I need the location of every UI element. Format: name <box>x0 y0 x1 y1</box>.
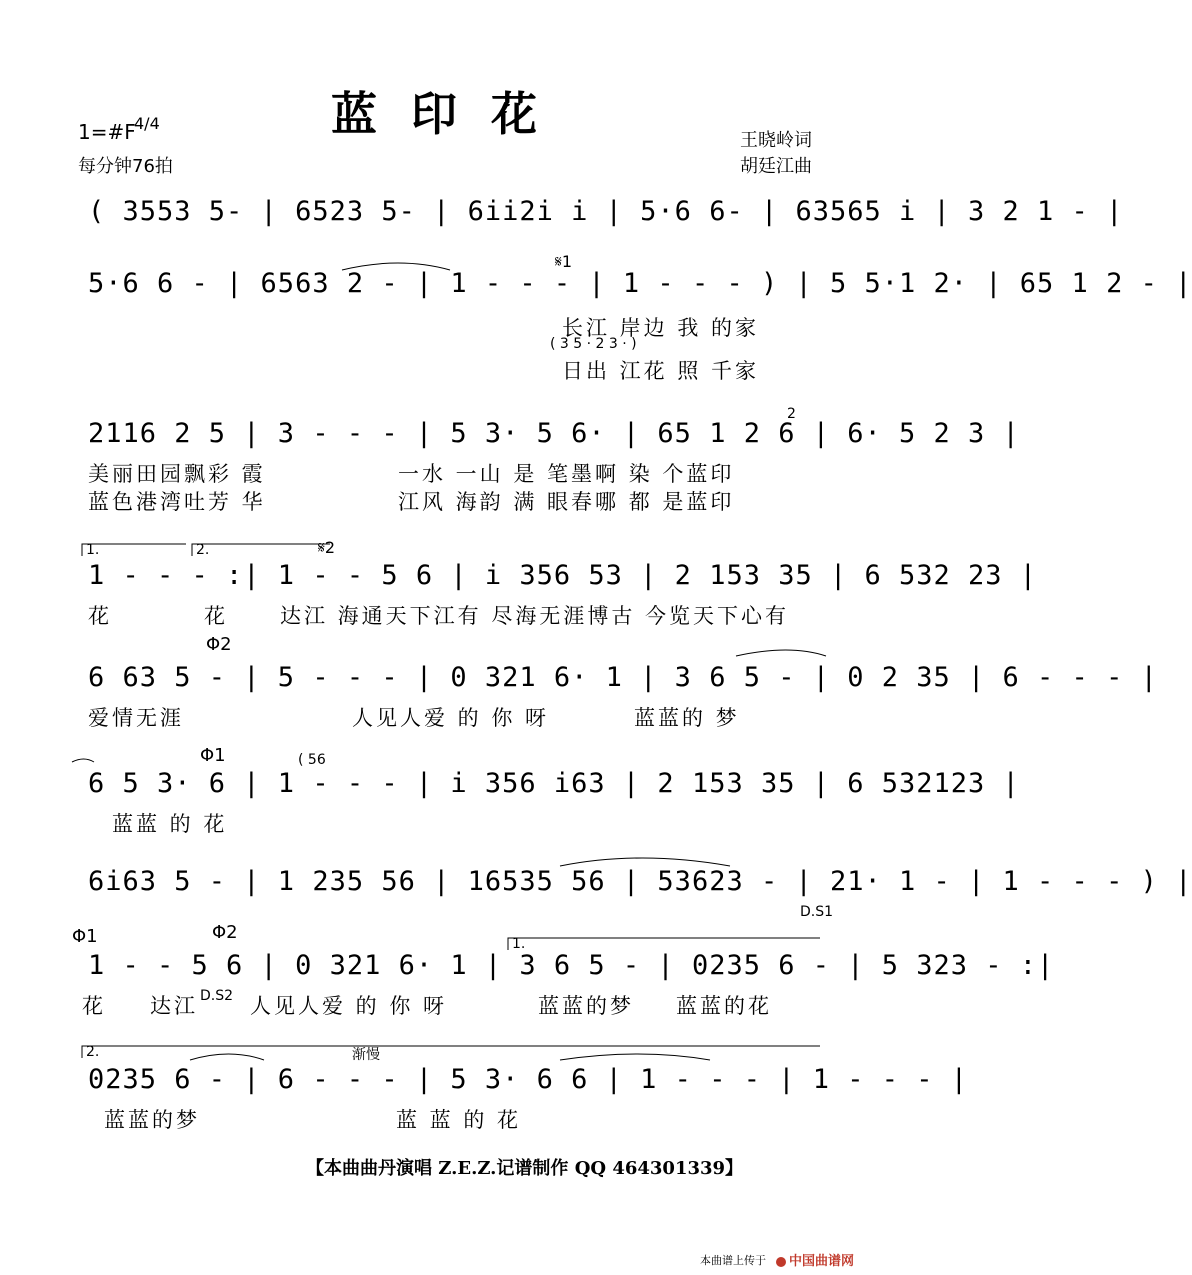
key-signature: 1=#F <box>78 120 136 144</box>
lyric: 人见人爱 的 你 呀 <box>352 706 550 730</box>
lyric: 蓝蓝 的 花 <box>112 812 228 836</box>
lyric: 蓝 蓝 的 花 <box>396 1108 522 1132</box>
coda-1-mark: Φ1 <box>200 745 226 766</box>
lyric: 花 <box>88 604 112 628</box>
volta-1: 1. <box>86 542 100 558</box>
logo-icon <box>776 1257 786 1267</box>
notes: 1 - - 5 6 | 0 321 6· 1 | 3 6 5 - | 0235 6 - | 5 323 - :| <box>88 950 1055 981</box>
lyric-verse2: 日出 江花 照 千家 <box>562 359 760 383</box>
lyric: 蓝蓝的花 <box>676 994 772 1018</box>
site-logo[interactable] <box>776 1250 854 1269</box>
ritardando-mark: 渐慢 <box>352 1047 380 1063</box>
lyric-verse2: 蓝色港湾吐芳 华 <box>88 490 266 514</box>
lyric: 花 <box>204 604 228 628</box>
upload-note: 本曲谱上传于 <box>700 1254 766 1267</box>
coda-2-mark: Φ2 <box>212 922 238 943</box>
lyric-verse1: 一水 一山 是 笔墨啊 染 个蓝印 <box>398 462 735 486</box>
tie <box>190 1054 264 1060</box>
notes: 1 - - - :| 1 - - 5 6 | i 356 53 | 2 153 35 | 6 532 23 | <box>88 560 1038 591</box>
time-signature: 4/4 <box>134 114 160 133</box>
notes: ( 3553 5- | 6523 5- | 6ii2i i | 5·6 6- | 63565 i | 3 2 1 - | <box>88 196 1124 227</box>
lyric-verse2: 江风 海韵 满 眼春哪 都 是蓝印 <box>398 490 735 514</box>
tempo-marking: 每分钟76拍 <box>78 156 173 177</box>
dal-segno-2: D.S2 <box>200 988 234 1004</box>
page-title: 蓝印花 <box>331 87 571 141</box>
grace-note: 2 <box>787 406 796 422</box>
volta-1: 1. <box>512 936 526 952</box>
score-line-1 <box>80 196 1124 242</box>
segno-1-mark: 𝄋1 <box>555 252 573 271</box>
grace-notes: ( 56 <box>298 752 326 768</box>
lyric-alt-notes: ( 3 5 · 2 3 · ) <box>550 336 637 352</box>
tie <box>736 650 826 656</box>
notes: 6i63 5 - | 1 235 56 | 16535 56 | 53623 - | 21· 1 - | 1 - - - ) | <box>88 866 1192 897</box>
volta-2: 2. <box>86 1044 100 1060</box>
lyric: 达江 <box>150 994 198 1018</box>
tie <box>72 759 94 762</box>
score-line-2 <box>80 268 1192 314</box>
lyric: 蓝蓝的梦 <box>104 1108 200 1132</box>
tie <box>560 1054 710 1060</box>
logo-text: 中国曲谱网 <box>789 1254 855 1269</box>
notes: 6 5 3· 6 | 1 - - - | i 356 i63 | 2 153 35 | 6 532123 | <box>88 768 1020 799</box>
lyric: 蓝蓝的梦 <box>538 994 634 1018</box>
notes: 6 63 5 - | 5 - - - | 0 321 6· 1 | 3 6 5 - | 0 2 35 | 6 - - - | <box>88 662 1158 693</box>
lyric: 人见人爱 的 你 呀 <box>250 994 448 1018</box>
lyric: 蓝蓝的 梦 <box>634 706 740 730</box>
coda-1-mark: Φ1 <box>72 926 98 947</box>
composer: 胡廷江曲 <box>740 156 812 177</box>
lyric: 达江 海通天下江有 尽海无涯博古 今览天下心有 <box>280 604 790 628</box>
credit-line: 【本曲曲丹演唱 Z.E.Z.记谱制作 QQ 464301339】 <box>306 1158 744 1179</box>
lyric-verse1: 长江 岸边 我 的家 <box>562 316 760 340</box>
lyricist: 王晓岭词 <box>740 130 812 151</box>
coda-2-mark: Φ2 <box>206 634 232 655</box>
volta-bracket <box>508 938 820 950</box>
volta-2: 2. <box>196 542 210 558</box>
dal-segno-1: D.S1 <box>800 904 834 920</box>
lyric: 爱情无涯 <box>88 706 184 730</box>
segno-2-mark: 𝄋2 <box>318 538 336 557</box>
lyric: 花 <box>82 994 106 1018</box>
lyric-verse1: 美丽田园飘彩 霞 <box>88 462 266 486</box>
volta-bracket <box>82 1046 820 1058</box>
volta-bracket <box>192 544 330 556</box>
notes: 5·6 6 - | 6563 2 - | 1 - - - | 1 - - - ) | 5 5·1 2· | 65 1 2 - | <box>88 268 1192 299</box>
notes: 2116 2 5 | 3 - - - | 5 3· 5 6· | 65 1 2 6 | 6· 5 2 3 | <box>88 418 1020 449</box>
tie <box>560 858 730 866</box>
notes: 0235 6 - | 6 - - - | 5 3· 6 6 | 1 - - - | 1 - - - | <box>88 1064 969 1095</box>
